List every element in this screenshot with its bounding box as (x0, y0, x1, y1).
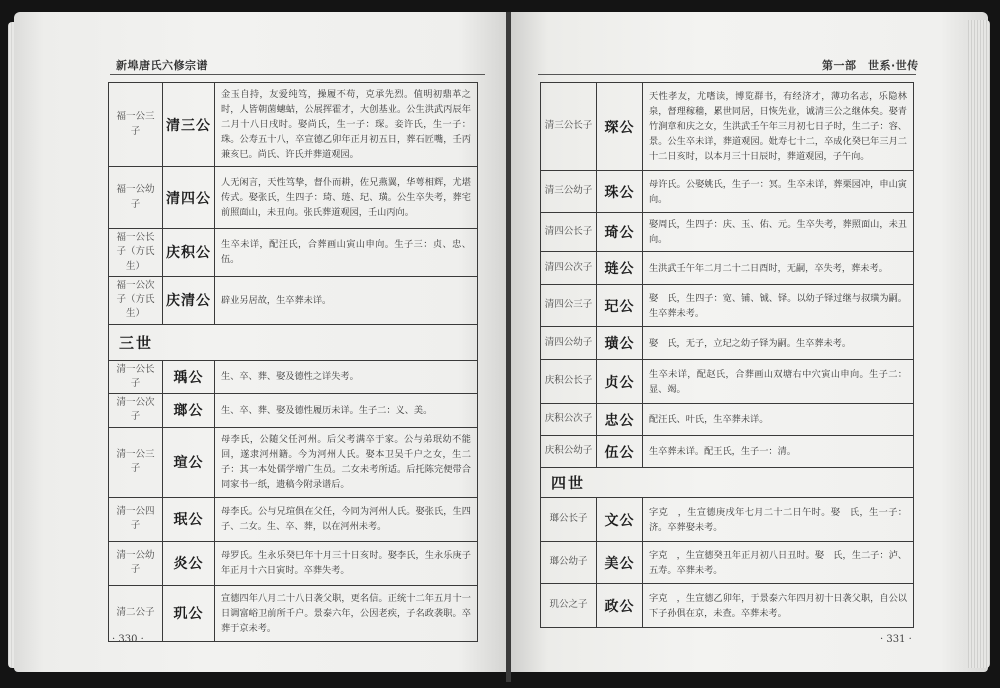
bio-cell: 字克 ，生宣德庚戌年七月二十二日午时。娶 氏，生一子：济。卒葬娶未考。 (643, 498, 914, 542)
name-cell: 清四公 (163, 167, 215, 229)
bio-cell: 娶 氏，无子，立玘之幼子铎为嗣。生卒葬未考。 (643, 327, 914, 360)
name-cell: 炎公 (163, 541, 215, 585)
page-number-left: · 330 · (112, 634, 144, 645)
name-cell: 玘公 (597, 285, 643, 327)
header-rule-left (110, 74, 485, 75)
table-row (109, 541, 478, 585)
relation-cell: 清四公次子 (541, 252, 597, 285)
table-row (109, 585, 478, 641)
name-cell: 美公 (597, 542, 643, 584)
name-cell: 庆清公 (163, 276, 215, 324)
table-row (109, 167, 478, 229)
relation-cell: 玑公之子 (541, 584, 597, 628)
name-cell: 珉公 (163, 497, 215, 541)
generation-heading-row (109, 324, 478, 360)
table-row (541, 404, 914, 436)
bio-cell: 生、卒、葬、娶及德性履历未详。生子二：义、美。 (215, 394, 478, 428)
name-cell: 玑公 (163, 585, 215, 641)
bio-cell: 字克 ，生宣德癸丑年正月初八日丑时。娶 氏，生二子：泸、五寿。卒葬未考。 (643, 542, 914, 584)
relation-cell: 清四公幼子 (541, 327, 597, 360)
table-row (541, 252, 914, 285)
relation-cell: 清一公幼子 (109, 541, 163, 585)
bio-cell: 母李氏，公随父任河州。后父考满卒于家。公与弟珉幼不能回，遂隶河州籍。今为河州人氏。娶本卫吴千户之女，生二子：其一本处儒学增广生员。二女未考所适。后托陈完便带合同家书一纸，遗稿今附录谱后。 (215, 427, 478, 497)
table-row (541, 285, 914, 327)
name-cell: 琦公 (597, 213, 643, 252)
table-row (541, 360, 914, 404)
genealogy-table-left (108, 82, 478, 642)
name-cell: 瑄公 (163, 427, 215, 497)
table-row (541, 327, 914, 360)
relation-cell: 清四公长子 (541, 213, 597, 252)
table-row (541, 171, 914, 213)
relation-cell: 清一公长子 (109, 360, 163, 394)
bio-cell: 字克 ，生宣德乙卯年，于景泰六年四月初十日袭父职，自公以下子孙俱在京，未查。卒葬未考。 (643, 584, 914, 628)
bio-cell: 宣德四年八月二十八日袭父职，更名信。正统十二年五月十一日调富峪卫前所千户。景泰六年，公因老疾，子名政袭职。卒葬于京未考。 (215, 585, 478, 641)
table-row (109, 427, 478, 497)
relation-cell: 庆积公幼子 (541, 436, 597, 468)
name-cell: 庆积公 (163, 229, 215, 277)
bio-cell: 娶 氏，生四子：宽、铺、铖、铎。以幼子铎过继与叔璜为嗣。生卒葬未考。 (643, 285, 914, 327)
bio-cell: 娶周氏，生四子：庆、玉、佑、元。生卒失考，葬照面山，未丑向。 (643, 213, 914, 252)
bio-cell: 生卒未详，配汪氏，合葬画山寅山申向。生子三：贞、忠、伍。 (215, 229, 478, 277)
relation-cell: 清一公三子 (109, 427, 163, 497)
relation-cell: 福一公幼子 (109, 167, 163, 229)
relation-cell: 清二公子 (109, 585, 163, 641)
relation-cell: 庆积公长子 (541, 360, 597, 404)
bio-cell: 人无闲言，天性笃挚，督仆而耕，佐兄燕翼，华萼相辉，尤堪传式。娶张氏，生四子：琦、琏、玘、璜。公生卒失考，葬宅前照面山，未丑向。张氏葬道观园，壬山丙向。 (215, 167, 478, 229)
page-edges-right (968, 20, 990, 668)
genealogy-table-right (540, 82, 914, 628)
name-cell: 琏公 (597, 252, 643, 285)
page-number-right: · 331 · (880, 634, 912, 645)
relation-cell: 瑯公长子 (541, 498, 597, 542)
table-row (109, 229, 478, 277)
bio-cell: 辟业另居故，生卒葬未详。 (215, 276, 478, 324)
generation-heading-row (541, 468, 914, 498)
generation-heading: 四世 (541, 468, 914, 498)
name-cell: 政公 (597, 584, 643, 628)
relation-cell: 庆积公次子 (541, 404, 597, 436)
table-row (109, 276, 478, 324)
running-head-right: 第一部 世系·世传 (822, 59, 919, 72)
name-cell: 清三公 (163, 83, 215, 167)
bio-cell: 生卒葬未详。配王氏，生子一：清。 (643, 436, 914, 468)
name-cell: 文公 (597, 498, 643, 542)
bio-cell: 母李氏。公与兄瑄俱在父任，今同为河州人氏。娶张氏，生四子、二女。生、卒、葬，以在河州未考。 (215, 497, 478, 541)
table-row (109, 360, 478, 394)
name-cell: 璜公 (597, 327, 643, 360)
running-head-left: 新埠唐氏六修宗谱 (116, 59, 208, 72)
table-row (541, 584, 914, 628)
relation-cell: 福一公次子（方氏生） (109, 276, 163, 324)
relation-cell: 清四公三子 (541, 285, 597, 327)
bio-cell: 金玉自持，友爱纯笃，操履不苟，克承先烈。值明初鼎革之时，人皆朝菌蟪蛄，公展挥霍才，大创基业。公生洪武丙辰年二月十八日戌时。娶尚氏，生一子：琛。妾许氏，生一子：珠。公寿五十八，卒宣德乙卯年正月初五日，葬石匠嘴，壬丙兼亥巳。尚氏、许氏并葬道观园。 (215, 83, 478, 167)
table-row (109, 497, 478, 541)
bio-cell: 天性孝友，尤嗜读，博览群书，有经济才，薄功名志，乐隐林泉，督理稼穑，累世同居，日恢先业，诚清三公之继体矣。娶青竹涧章和庆之女，生洪武壬午年三月初七日子时，生二子：容、景。公生卒未详，葬道观园。妣寿七十二，卒成化癸巳年三月二十二日亥时，以本月三十日辰时，葬道观园，子午向。 (643, 83, 914, 171)
table-row (541, 542, 914, 584)
table-row (541, 436, 914, 468)
bio-cell: 母许氏。公娶姚氏，生子一：冥。生卒未详，葬栗园冲，申山寅向。 (643, 171, 914, 213)
table-row (541, 498, 914, 542)
name-cell: 忠公 (597, 404, 643, 436)
table-row (109, 83, 478, 167)
bio-cell: 生、卒、葬、娶及德性之详失考。 (215, 360, 478, 394)
name-cell: 贞公 (597, 360, 643, 404)
name-cell: 瑀公 (163, 360, 215, 394)
bio-cell: 生洪武壬午年二月二十二日酉时，无嗣，卒失考，葬未考。 (643, 252, 914, 285)
generation-heading: 三世 (109, 324, 478, 360)
name-cell: 瑯公 (163, 394, 215, 428)
relation-cell: 清一公四子 (109, 497, 163, 541)
relation-cell: 清三公长子 (541, 83, 597, 171)
relation-cell: 瑯公幼子 (541, 542, 597, 584)
table-row (541, 83, 914, 171)
bio-cell: 母罗氏。生永乐癸巳年十月三十日亥时。娶李氏，生永乐庚子年正月十六日寅时。卒葬失考。 (215, 541, 478, 585)
book-spine (506, 12, 511, 682)
name-cell: 珠公 (597, 171, 643, 213)
relation-cell: 清一公次子 (109, 394, 163, 428)
name-cell: 伍公 (597, 436, 643, 468)
name-cell: 琛公 (597, 83, 643, 171)
bio-cell: 配汪氏、叶氏，生卒葬未详。 (643, 404, 914, 436)
relation-cell: 福一公三子 (109, 83, 163, 167)
table-row (109, 394, 478, 428)
relation-cell: 福一公长子（方氏生） (109, 229, 163, 277)
header-rule-right (538, 74, 916, 75)
relation-cell: 清三公幼子 (541, 171, 597, 213)
bio-cell: 生卒未详，配赵氏，合葬画山双塘右中穴寅山申向。生子二：显、竭。 (643, 360, 914, 404)
table-row (541, 213, 914, 252)
